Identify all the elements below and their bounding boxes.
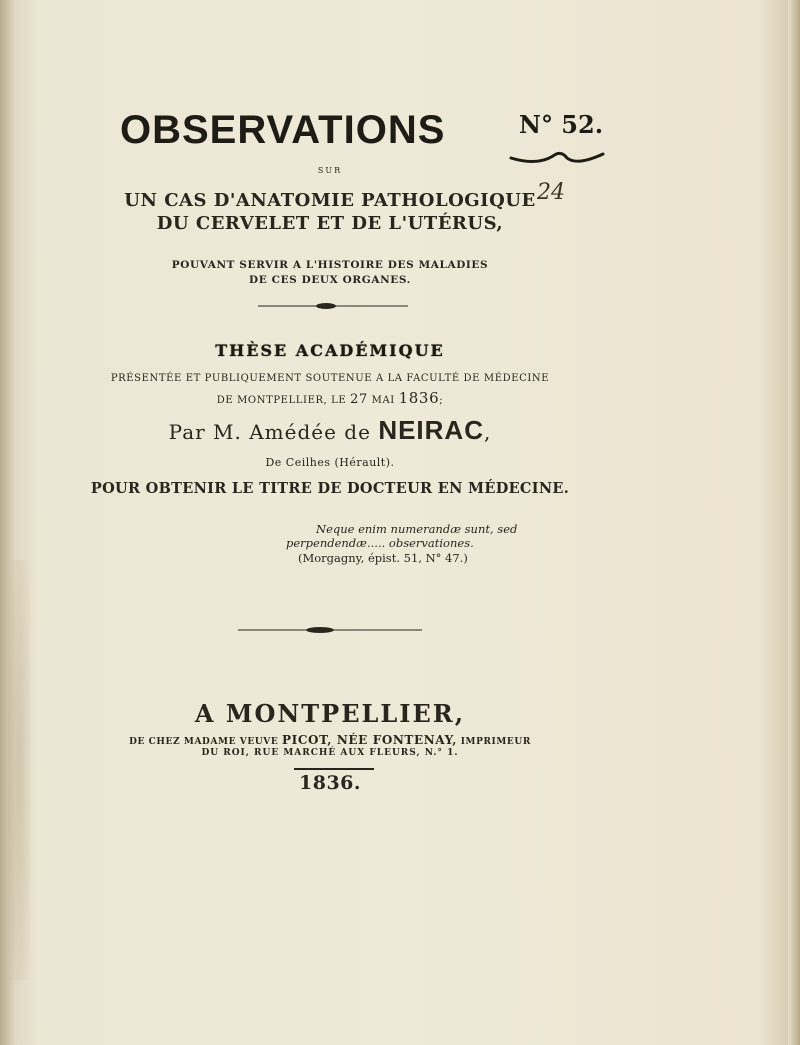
- page-right-edge: [788, 0, 800, 1045]
- decorative-rule-1: [258, 300, 408, 312]
- presented-line-2: [40, 389, 620, 407]
- subject-line-1: UN CAS D'ANATOMIE PATHOLOGIQUE: [124, 190, 536, 211]
- main-title: OBSERVATIONS: [120, 108, 446, 152]
- author-suffix: ,: [483, 420, 492, 444]
- presented-month: MAI: [371, 395, 395, 406]
- sur-label: SUR: [317, 166, 343, 175]
- imprint-printer: PICOT, NÉE FONTENAY,: [282, 733, 457, 747]
- presented-year: 1836: [398, 389, 440, 407]
- subject-sub-2: DE CES DEUX ORGANES.: [249, 274, 411, 286]
- imprint-title: IMPRIMEUR: [460, 737, 531, 747]
- epigraph-line-2: perpendendæ..... observationes.: [286, 536, 474, 550]
- thesis-label: THÈSE ACADÉMIQUE: [215, 341, 445, 360]
- presented-prefix: DE MONTPELLIER, LE: [216, 395, 347, 406]
- flourish-ornament-icon: [507, 146, 607, 168]
- paper-stain: [8, 560, 30, 980]
- imprint-city: A MONTPELLIER,: [194, 699, 466, 728]
- imprint-year: 1836.: [299, 772, 361, 794]
- degree-goal: POUR OBTENIR LE TITRE DE DOCTEUR EN MÉDECINE.: [90, 480, 570, 497]
- epigraph-line-1: Neque enim numerandæ sunt, sed: [316, 522, 518, 536]
- presented-day: 27: [350, 392, 368, 407]
- handwritten-note: 24: [537, 180, 565, 205]
- author-line: [40, 415, 620, 446]
- subject-line-2: DU CERVELET ET DE L'UTÉRUS,: [156, 213, 504, 234]
- author-origin: De Ceilhes (Hérault).: [265, 456, 395, 469]
- imprint-prefix: DE CHEZ MADAME VEUVE: [129, 737, 279, 747]
- author-prefix: Par M. Amédée de: [168, 420, 371, 444]
- presented-line-1: PRÉSENTÉE ET PUBLIQUEMENT SOUTENUE A LA FACULTÉ DE MÉDECINE: [110, 373, 550, 384]
- decorative-rule-2: [238, 625, 422, 635]
- imprint-line-2: DU ROI, RUE MARCHÉ AUX FLEURS, N.° 1.: [201, 748, 459, 758]
- presented-suffix: ;: [439, 395, 444, 406]
- catalog-number: N° 52.: [519, 110, 604, 139]
- author-name: NEIRAC: [378, 415, 484, 445]
- subject-sub-1: POUVANT SERVIR A L'HISTOIRE DES MALADIES: [171, 259, 489, 271]
- imprint-line-1: [40, 733, 620, 747]
- decorative-rule-3: [294, 767, 374, 771]
- epigraph-citation: (Morgagny, épist. 51, N° 47.): [298, 551, 468, 565]
